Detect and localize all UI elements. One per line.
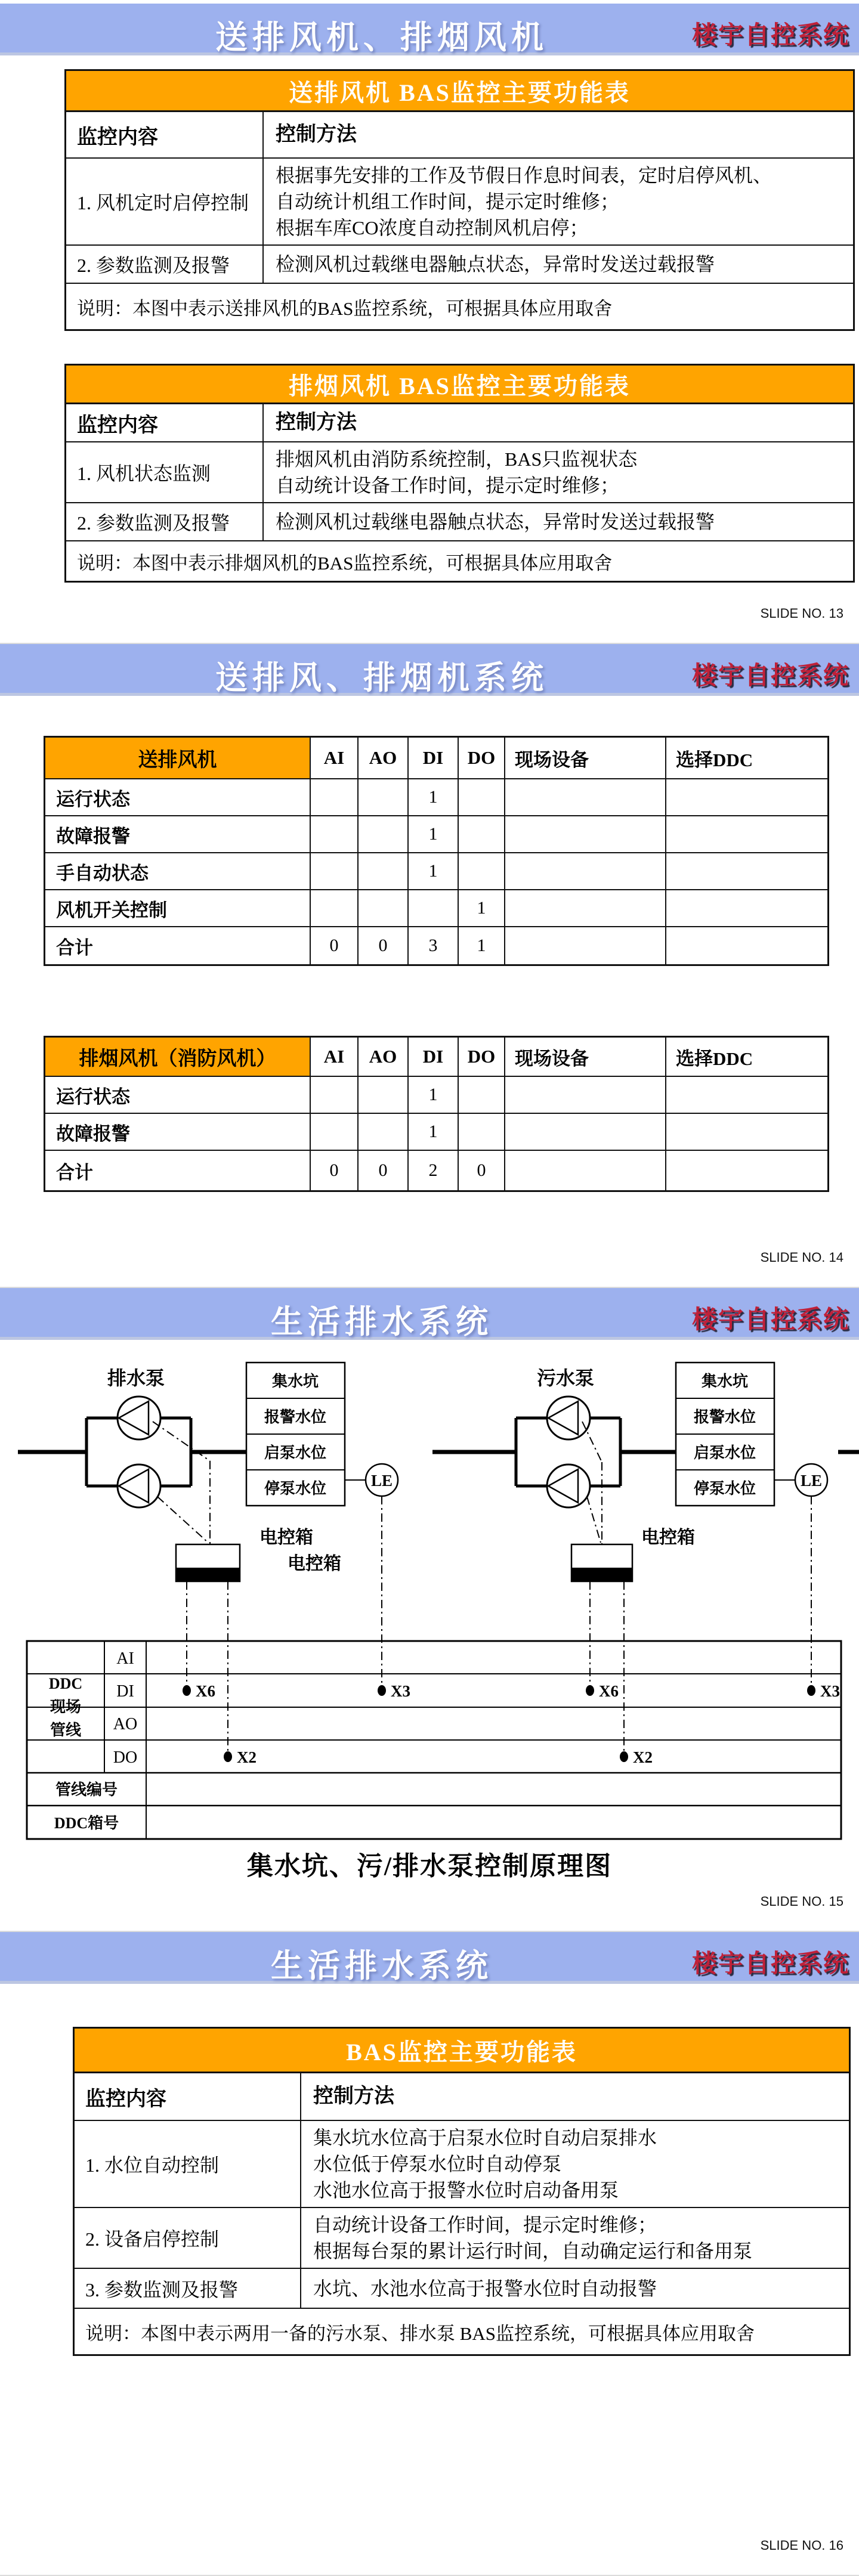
col-field-device: 现场设备 [505, 1038, 666, 1076]
io-row-label-ao: AO [113, 1715, 138, 1733]
pump-icon [547, 1397, 590, 1439]
col-di: DI [409, 738, 459, 778]
row-item: 1. 水位自动控制 [75, 2121, 301, 2207]
method-line: 水坑、水池水位高于报警水位时自动报警 [313, 2277, 657, 2299]
di-point [183, 1685, 191, 1696]
control-box-label: 电控箱 [641, 1528, 695, 1547]
brand-logo: 楼宇自控系统 [691, 1950, 849, 1978]
pump-icon [118, 1465, 160, 1507]
bas-function-table [73, 2027, 851, 2356]
col-ai: AI [311, 738, 359, 778]
row-method [264, 246, 853, 283]
col-header-content: 监控内容 [66, 404, 264, 441]
slide-16 [0, 1932, 859, 2576]
method-line: 自动统计设备工作时间，提示定时维修； [276, 475, 620, 496]
io-table-name: 排烟风机（消防风机） [45, 1038, 311, 1076]
row-method [264, 503, 853, 540]
col-ao: AO [359, 738, 409, 778]
level-sensor-label: LE [370, 1472, 393, 1490]
brand-logo: 楼宇自控系统 [691, 1306, 849, 1334]
ddc-number-row-label: DDC箱号 [54, 1815, 119, 1832]
ddc-col-label: DDC [48, 1675, 83, 1692]
do-point [224, 1751, 232, 1762]
page-title: 送排风机、排烟风机 [215, 20, 548, 55]
pipe-number-row-label: 管线编号 [55, 1781, 118, 1798]
io-row-label-di: DI [116, 1682, 134, 1701]
col-ao: AO [359, 1038, 409, 1076]
method-line: 排烟风机由消防系统控制，BAS只监视状态 [276, 448, 638, 470]
supply-exhaust-fan-io-table [44, 736, 829, 966]
table-note: 说明：本图中表示排烟风机的BAS监控系统，可根据具体应用取舍 [77, 552, 613, 574]
method-line: 水位低于停泵水位时自动停泵 [313, 2153, 562, 2175]
sewage-pump-label: 污水泵 [536, 1367, 595, 1389]
page-title: 送排风、排烟机系统 [215, 660, 548, 696]
di-point [807, 1685, 815, 1696]
io-row: 手自动状态 1 [45, 853, 827, 890]
method-line: 检测风机过载继电器触点状态，异常时发送过载报警 [276, 253, 715, 275]
col-field-device: 现场设备 [505, 738, 666, 778]
do-point-label: X2 [237, 1748, 257, 1766]
method-line: 根据每台泵的累计运行时间，自动确定运行和备用泵 [313, 2240, 753, 2262]
io-row-label-ai: AI [116, 1649, 134, 1668]
ddc-col-label: 现场 [50, 1698, 82, 1716]
page-title: 生活排水系统 [271, 1948, 493, 1984]
do-point [620, 1751, 628, 1762]
slide-number: SLIDE NO. 16 [760, 2538, 843, 2553]
method-line: 根据事先安排的工作及节假日作息时间表，定时启停风机、 [276, 165, 773, 186]
col-header-content: 监控内容 [75, 2073, 301, 2120]
row-method [301, 2269, 849, 2308]
io-row-label-do: DO [113, 1748, 138, 1767]
table-title: BAS监控主要功能表 [75, 2029, 849, 2073]
col-do: DO [459, 738, 505, 778]
slide-number: SLIDE NO. 13 [760, 606, 843, 621]
col-header-method: 控制方法 [276, 123, 357, 145]
smoke-fan-io-table [44, 1036, 829, 1192]
io-total-row: 合计 0 0 2 0 [45, 1151, 827, 1190]
tank-row-label: 启泵水位 [693, 1444, 756, 1462]
table-note: 说明：本图中表示两用一备的污水泵、排水泵 BAS监控系统，可根据具体应用取舍 [85, 2323, 755, 2344]
diagram-caption: 集水坑、污/排水泵控制原理图 [246, 1852, 613, 1881]
tank-row-label: 集水坑 [271, 1373, 319, 1390]
method-line: 自动统计机组工作时间，提示定时维修； [276, 191, 620, 212]
col-ai: AI [311, 1038, 359, 1076]
control-box-label: 电控箱 [259, 1528, 313, 1547]
io-row: 运行状态 1 [45, 779, 827, 816]
table-title: 送排风机 BAS监控主要功能表 [66, 71, 853, 112]
do-point-label: X2 [633, 1748, 653, 1766]
slide-13 [0, 0, 859, 644]
tank-row-label: 停泵水位 [693, 1480, 756, 1497]
row-method [301, 2121, 849, 2207]
brand-logo: 楼宇自控系统 [691, 662, 849, 690]
col-di: DI [409, 1038, 459, 1076]
drainage-control-diagram [0, 1288, 859, 1932]
control-box-label: 电控箱 [288, 1554, 341, 1574]
pump-icon [118, 1397, 160, 1439]
brand-logo: 楼宇自控系统 [691, 22, 849, 49]
slide-15 [0, 1288, 859, 1932]
method-line: 集水坑水位高于启泵水位时自动启泵排水 [313, 2127, 657, 2148]
io-row: 风机开关控制 1 [45, 890, 827, 927]
method-line: 检测风机过载继电器触点状态，异常时发送过载报警 [276, 511, 715, 532]
row-item: 2. 参数监测及报警 [66, 246, 264, 283]
ddc-col-label: 管线 [50, 1722, 82, 1739]
io-row: 故障报警 1 [45, 1114, 827, 1151]
io-total-row: 合计 0 0 3 1 [45, 927, 827, 964]
slide-14 [0, 644, 859, 1288]
col-do: DO [459, 1038, 505, 1076]
di-point-label: X3 [391, 1682, 410, 1700]
smoke-exhaust-fan-function-table [64, 364, 855, 583]
page-title: 生活排水系统 [271, 1304, 493, 1340]
col-header-method: 控制方法 [276, 411, 357, 434]
row-item: 1. 风机状态监测 [66, 442, 264, 502]
tank-row-label: 停泵水位 [264, 1480, 327, 1497]
level-sensor-label: LE [800, 1472, 823, 1490]
di-point-label: X6 [196, 1682, 215, 1700]
tank-row-label: 启泵水位 [264, 1444, 327, 1462]
table-note: 说明：本图中表示送排风机的BAS监控系统，可根据具体应用取舍 [77, 298, 613, 319]
io-row: 故障报警 1 [45, 816, 827, 853]
di-point-label: X3 [820, 1682, 840, 1700]
di-point-label: X6 [599, 1682, 619, 1700]
row-method [301, 2208, 849, 2268]
col-select-ddc: 选择DDC [676, 1048, 753, 1069]
di-point [586, 1685, 594, 1696]
slide-number: SLIDE NO. 14 [760, 1250, 843, 1265]
method-line: 根据车库CO浓度自动控制风机启停； [276, 217, 589, 239]
row-item: 1. 风机定时启停控制 [66, 159, 264, 244]
col-select-ddc: 选择DDC [676, 749, 753, 770]
io-table-name: 送排风机 [45, 738, 311, 778]
table-title: 排烟风机 BAS监控主要功能表 [66, 366, 853, 404]
row-item: 2. 设备启停控制 [75, 2208, 301, 2268]
tank-row-label: 报警水位 [693, 1408, 756, 1426]
row-item: 3. 参数监测及报警 [75, 2269, 301, 2308]
drain-pump-label: 排水泵 [107, 1367, 165, 1389]
pump-icon [547, 1465, 590, 1507]
col-header-method: 控制方法 [313, 2085, 394, 2107]
tank-row-label: 报警水位 [264, 1408, 327, 1426]
row-method [264, 159, 853, 244]
tank-row-label: 集水坑 [701, 1373, 749, 1390]
method-line: 水池水位高于报警水位时启动备用泵 [313, 2179, 619, 2201]
col-header-content: 监控内容 [66, 112, 264, 157]
di-point [378, 1685, 386, 1696]
row-method [264, 442, 853, 502]
method-line: 自动统计设备工作时间，提示定时维修； [313, 2214, 657, 2236]
row-item: 2. 参数监测及报警 [66, 503, 264, 540]
supply-exhaust-fan-function-table [64, 69, 855, 331]
slide-number: SLIDE NO. 15 [760, 1894, 843, 1909]
io-row: 运行状态 1 [45, 1077, 827, 1114]
